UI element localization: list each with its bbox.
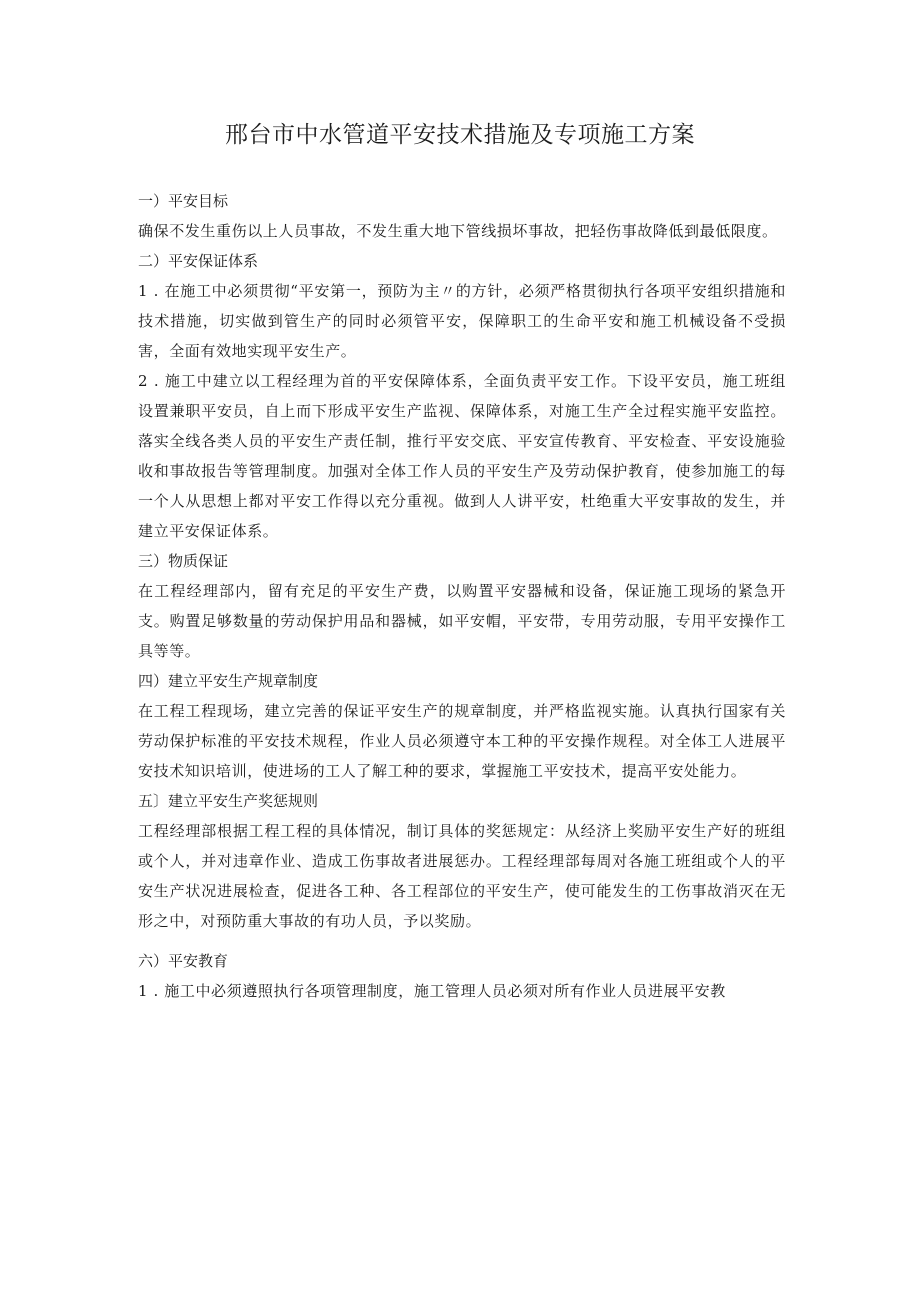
paragraph: 1 . 在施工中必须贯彻“平安第一，预防为主〃的方针，必须严格贯彻执行各项平安组织措施和技术措施，切实做到管生产的同时必须管平安，保障职工的生命平安和施工机械设备不受损害，全面有效地实现平安生产。 (138, 282, 786, 360)
document-body (138, 186, 786, 1006)
paragraph: 确保不发生重伤以上人员事故，不发生重大地下管线损坏事故，把轻伤事故降低到最低限度。 (138, 222, 778, 240)
section-heading-safety-system: 二）平安保证体系 (138, 252, 259, 270)
section-heading-rewards: 五〕建立平安生产奖惩规则 (138, 792, 319, 810)
paragraph: 1 . 施工中必须遵照执行各项管理制度，施工管理人员必须对所有作业人员进展平安教 (138, 982, 726, 1000)
paragraph: 工程经理部根据工程工程的具体情况，制订具体的奖惩规定：从经济上奖励平安生产好的班组或个人，并对违章作业、造成工伤事故者进展惩办。工程经理部每周对各施工班组或个人的平安生产状况进展检查，促进各工种、各工程部位的平安生产，使可能发生的工伤事故消灭在无形之中，对预防重大事故的有功人员，予以奖励。 (138, 822, 786, 930)
section-heading-safety-goal: 一）平安目标 (138, 192, 229, 210)
document-title: 邢台市中水管道平安技术措施及专项施工方案 (225, 122, 695, 148)
paragraph: 在工程工程现场，建立完善的保证平安生产的规章制度，并严格监视实施。认真执行国家有关劳动保护标准的平安技术规程，作业人员必须遵守本工种的平安操作规程。对全体工人进展平安技术知识培训，使进场的工人了解工种的要求，掌握施工平安技术，提高平安处能力。 (138, 702, 786, 780)
section-heading-rules: 四）建立平安生产规章制度 (138, 672, 319, 690)
paragraph: 在工程经理部内，留有充足的平安生产费，以购置平安器械和设备，保证施工现场的紧急开支。购置足够数量的劳动保护用品和器械，如平安帽，平安带，专用劳动服，专用平安操作工具等等。 (138, 582, 786, 660)
section-heading-material-guarantee: 三）物质保证 (138, 552, 229, 570)
section-heading-education: 六）平安教育 (138, 952, 229, 970)
paragraph: 2 . 施工中建立以工程经理为首的平安保障体系，全面负责平安工作。下设平安员，施工班组设置兼职平安员，自上而下形成平安生产监视、保障体系，对施工生产全过程实施平安监控。落实全线各类人员的平安生产责任制，推行平安交底、平安宣传教育、平安检查、平安设施验收和事故报告等管理制度。加强对全体工作人员的平安生产及劳动保护教育，使参加施工的每一个人从思想上都对平安工作得以充分重视。做到人人讲平安，杜绝重大平安事故的发生，并建立平安保证体系。 (138, 372, 786, 540)
